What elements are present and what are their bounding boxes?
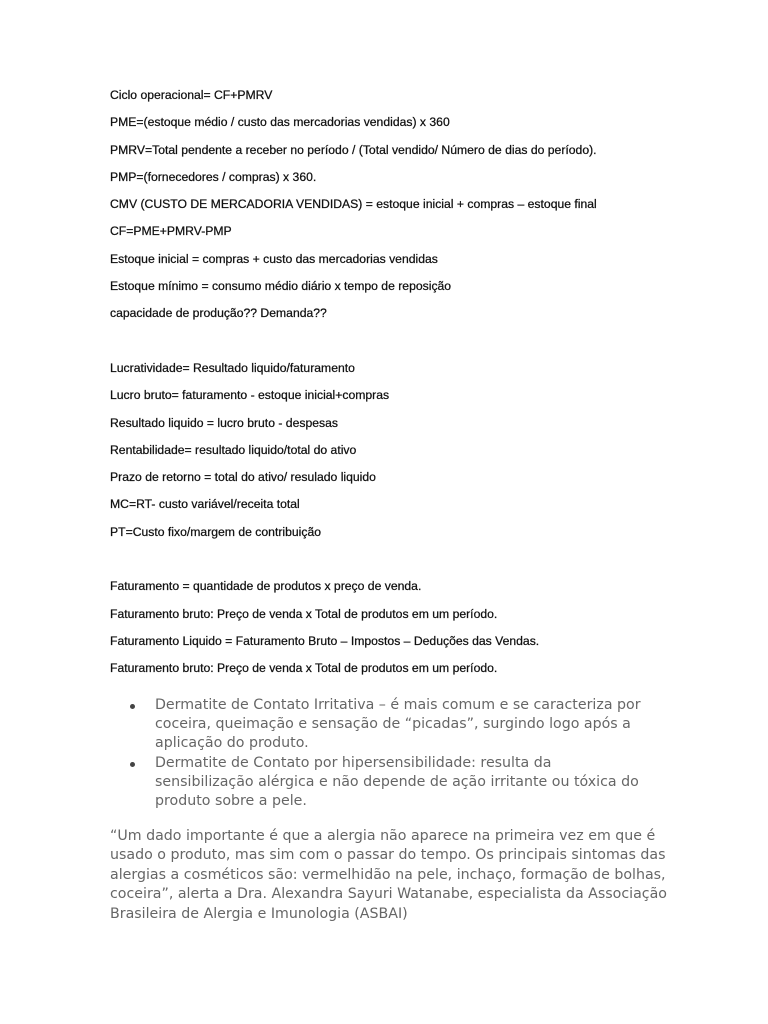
bullet-dot-icon xyxy=(130,704,135,709)
formula-line: Prazo de retorno = total do ativo/ resulado liquido xyxy=(110,470,376,485)
formula-line: Estoque inicial = compras + custo das mercadorias vendidas xyxy=(110,251,438,266)
formula-line: CF=PME+PMRV-PMP xyxy=(110,224,232,239)
formula-line: Estoque mínimo = consumo médio diário x tempo de reposição xyxy=(110,279,452,294)
formula-line: CMV (CUSTO DE MERCADORIA VENDIDAS) = estoque inicial + compras – estoque final xyxy=(110,197,597,212)
blank-line xyxy=(110,332,750,359)
formula-line: Faturamento bruto: Preço de venda x Total de produtos em um período. xyxy=(110,606,498,621)
formula-line: Faturamento bruto: Preço de venda x Total de produtos em um período. xyxy=(110,661,498,676)
formula-line: PME=(estoque médio / custo das mercadorias vendidas) x 360 xyxy=(110,115,450,130)
bullet-dot-icon xyxy=(130,762,135,767)
formula-line: Resultado liquido = lucro bruto - despesas xyxy=(110,415,338,430)
formula-line: Lucro bruto= faturamento - estoque inicial+compras xyxy=(110,388,390,403)
formula-line: capacidade de produção?? Demanda?? xyxy=(110,306,327,321)
formula-line: Faturamento Liquido = Faturamento Bruto – Impostos – Deduções das Vendas. xyxy=(110,633,540,648)
formula-line: MC=RT- custo variável/receita total xyxy=(110,497,300,512)
formula-line: PMRV=Total pendente a receber no período / (Total vendido/ Número de dias do período). xyxy=(110,142,597,157)
bullet-list xyxy=(110,696,650,811)
formula-line: Faturamento = quantidade de produtos x preço de venda. xyxy=(110,579,422,594)
formula-line: PT=Custo fixo/margem de contribuição xyxy=(110,524,322,539)
bullet-text: Dermatite de Contato por hipersensibilidade: resulta da sensibilização alérgica e não depende de ação irritante ou tóxica do produto sobre a pele. xyxy=(155,754,639,810)
formula-line: Rentabilidade= resultado liquido/total do ativo xyxy=(110,442,357,457)
blank-line xyxy=(110,550,750,577)
list-item xyxy=(110,696,650,754)
quote-paragraph: “Um dado importante é que a alergia não aparece na primeira vez em que é usado o produto, mas sim com o passar do tempo. Os principais sintomas das alergias a cosméticos são: vermelhidão na pele, inchaço, formação de bolhas, coceira”, alerta a Dra. Alexandra Sayuri Watanabe, especialista da Associação Brasileira de Alergia e Imunologia (ASBAI) xyxy=(110,828,667,922)
list-item xyxy=(110,754,650,812)
formula-line: Ciclo operacional= CF+PMRV xyxy=(110,88,273,102)
bullet-text: Dermatite de Contato Irritativa – é mais comum e se caracteriza por coceira, queimação e sensação de “picadas”, surgindo logo após a aplicação do produto. xyxy=(155,697,641,752)
formula-line: Lucratividade= Resultado liquido/faturamento xyxy=(110,360,355,375)
formula-line: PMP=(fornecedores / compras) x 360. xyxy=(110,169,317,184)
formula-list xyxy=(110,86,750,687)
